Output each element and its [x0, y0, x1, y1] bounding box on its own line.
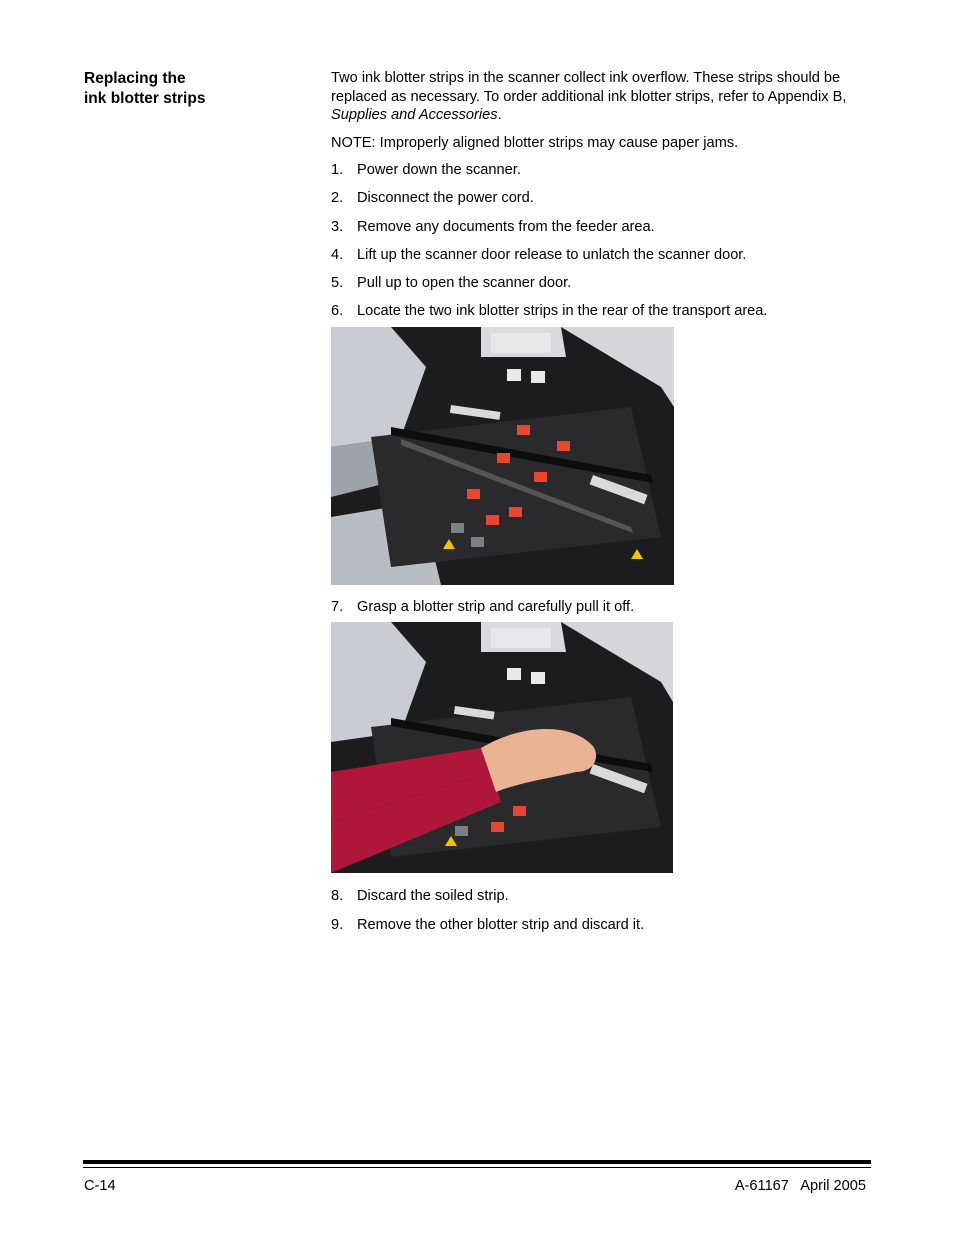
step-2: [331, 189, 871, 208]
step-1: [331, 161, 871, 180]
step-number: 6.: [331, 303, 344, 320]
body-column: [331, 69, 871, 944]
step-number: 9.: [331, 916, 344, 933]
step-text: Locate the two ink blotter strips in the rear of the transport area.: [357, 303, 768, 320]
step-3: [331, 218, 871, 237]
intro-paragraph: [331, 69, 871, 125]
step-text: Discard the soiled strip.: [357, 888, 509, 905]
step-9: [331, 916, 871, 935]
note-text: NOTE: Improperly aligned blotter strips may cause paper jams.: [331, 134, 739, 151]
step-4: [331, 246, 871, 265]
footer-rule: [83, 1160, 871, 1164]
step-number: 3.: [331, 218, 344, 235]
step-8: [331, 887, 871, 906]
section-heading-line2: ink blotter strips: [84, 90, 206, 107]
intro-end: .: [497, 107, 502, 123]
page-number: C-14: [84, 1178, 116, 1194]
step-number: 4.: [331, 246, 344, 263]
step-7: [331, 598, 871, 617]
step-text: Lift up the scanner door release to unlatch the scanner door.: [357, 246, 747, 263]
removing-strip-photo: [331, 622, 673, 873]
section-heading: [84, 69, 284, 109]
step-5: [331, 274, 871, 293]
step-text: Power down the scanner.: [357, 162, 521, 178]
step-number: 8.: [331, 888, 344, 905]
step-number: 1.: [331, 162, 344, 178]
transport-area-photo: [331, 327, 674, 585]
step-text: Remove the other blotter strip and discard it.: [357, 916, 645, 933]
step-number: 2.: [331, 190, 344, 207]
intro-text: Two ink blotter strips in the scanner collect ink overflow. These strips should be replaced as necessary. To order additional ink blotter strips, refer to Appendix B,: [331, 70, 847, 105]
step-text: Remove any documents from the feeder area.: [357, 218, 655, 235]
footer-rule-thin: [83, 1167, 871, 1168]
step-number: 7.: [331, 598, 344, 615]
step-text: Pull up to open the scanner door.: [357, 275, 572, 292]
step-text: Disconnect the power cord.: [357, 190, 534, 207]
section-heading-line1: Replacing the: [84, 70, 186, 87]
document-id-date: A-61167 April 2005: [734, 1178, 866, 1194]
step-number: 5.: [331, 275, 344, 292]
step-text: Grasp a blotter strip and carefully pull it off.: [357, 598, 635, 615]
appendix-reference: Supplies and Accessories: [331, 107, 498, 123]
step-6: [331, 302, 871, 321]
